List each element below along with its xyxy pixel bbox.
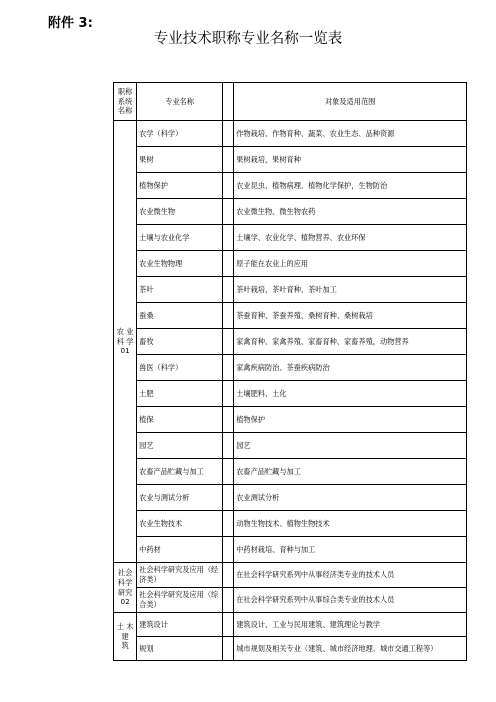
specialty-cell: 农业与测试分析 — [137, 485, 223, 511]
specialty-cell: 农业微生物 — [137, 199, 223, 225]
header-scope: 对象及适用范围 — [234, 83, 467, 121]
table-row — [114, 511, 467, 537]
spacer-cell — [223, 563, 234, 588]
table-row — [114, 199, 467, 225]
scope-cell: 园艺 — [234, 433, 467, 459]
header-spacer — [223, 83, 234, 121]
table-row — [114, 121, 467, 147]
spacer-cell — [223, 173, 234, 199]
table-row — [114, 251, 467, 277]
scope-cell: 作物栽培、作物育种、蔬菜、农业生态、品种资源 — [234, 121, 467, 147]
spacer-cell — [223, 121, 234, 147]
table-row — [114, 147, 467, 173]
specialty-cell: 果树 — [137, 147, 223, 173]
spacer-cell — [223, 303, 234, 329]
scope-cell: 农业测试分析 — [234, 485, 467, 511]
scope-cell: 茶蚕育种、茶蚕养殖、桑树育种、桑树栽培 — [234, 303, 467, 329]
table-row — [114, 277, 467, 303]
table-row — [114, 459, 467, 485]
specialty-cell: 园艺 — [137, 433, 223, 459]
scope-cell: 植物保护 — [234, 407, 467, 433]
scope-cell: 农畜产品贮藏与加工 — [234, 459, 467, 485]
table-row — [114, 329, 467, 355]
spacer-cell — [223, 537, 234, 563]
spacer-cell — [223, 251, 234, 277]
scope-cell: 城市规划及相关专业（建筑、城市经济地理、城市交通工程等） — [234, 637, 467, 661]
scope-cell: 原子能在农业上的应用 — [234, 251, 467, 277]
spacer-cell — [223, 329, 234, 355]
specialty-cell: 土肥 — [137, 381, 223, 407]
table-row — [114, 563, 467, 588]
table-header-row — [114, 83, 467, 121]
table-row — [114, 433, 467, 459]
specialty-cell: 农学（科学） — [137, 121, 223, 147]
spacer-cell — [223, 381, 234, 407]
specialty-cell: 建筑设计 — [137, 613, 223, 637]
scope-cell: 在社会科学研究系列中从事经济类专业的技术人员 — [234, 563, 467, 588]
scope-cell: 建筑设计、工业与民用建筑、建筑理论与教学 — [234, 613, 467, 637]
specialty-cell: 社会科学研究及应用（综合类） — [137, 588, 223, 613]
attachment-label: 附件 3: — [48, 16, 93, 31]
scope-cell: 土壤学、农业化学、植物营养、农业环保 — [234, 225, 467, 251]
specialty-table — [113, 82, 467, 661]
table-row — [114, 637, 467, 661]
spacer-cell — [223, 485, 234, 511]
specialty-cell: 社会科学研究及应用（经济类） — [137, 563, 223, 588]
specialty-cell: 兽医（科学） — [137, 355, 223, 381]
spacer-cell — [223, 433, 234, 459]
spacer-cell — [223, 407, 234, 433]
spacer-cell — [223, 613, 234, 637]
specialty-cell: 农畜产品贮藏与加工 — [137, 459, 223, 485]
scope-cell: 动物生物技术、植物生物技术 — [234, 511, 467, 537]
table-row — [114, 485, 467, 511]
specialty-cell: 农业生物技术 — [137, 511, 223, 537]
spacer-cell — [223, 147, 234, 173]
scope-cell: 家禽疾病防治、茶蚕疾病防治 — [234, 355, 467, 381]
specialty-cell: 茶叶 — [137, 277, 223, 303]
page-title: 专业技术职称专业名称一览表 — [153, 31, 343, 47]
spacer-cell — [223, 199, 234, 225]
specialty-cell: 农业生物物理 — [137, 251, 223, 277]
spacer-cell — [223, 459, 234, 485]
scope-cell: 土壤肥料、土化 — [234, 381, 467, 407]
scope-cell: 在社会科学研究系列中从事综合类专业的技术人员 — [234, 588, 467, 613]
category-cell: 土 木 建 筑 — [114, 613, 137, 661]
table-row — [114, 355, 467, 381]
table-row — [114, 225, 467, 251]
spacer-cell — [223, 355, 234, 381]
scope-cell: 农业昆虫、植物病理、植物化学保护，生物防治 — [234, 173, 467, 199]
category-cell: 农 业 科 学 01 — [114, 121, 137, 563]
table-row — [114, 588, 467, 613]
header-category: 职称 系统 名称 — [114, 83, 137, 121]
spacer-cell — [223, 225, 234, 251]
table-row — [114, 173, 467, 199]
specialty-cell: 土壤与农业化学 — [137, 225, 223, 251]
specialty-cell: 中药材 — [137, 537, 223, 563]
spacer-cell — [223, 637, 234, 661]
scope-cell: 茶叶栽培，茶叶育种、茶叶加工 — [234, 277, 467, 303]
specialty-cell: 植物保护 — [137, 173, 223, 199]
scope-cell: 家禽育种、家禽养殖、家畜育种、家畜养殖，动物营养 — [234, 329, 467, 355]
table-row — [114, 537, 467, 563]
specialty-cell: 蚕桑 — [137, 303, 223, 329]
table-row — [114, 303, 467, 329]
table-row — [114, 381, 467, 407]
scope-cell: 中药材栽培、育种与加工 — [234, 537, 467, 563]
table-row — [114, 407, 467, 433]
spacer-cell — [223, 588, 234, 613]
specialty-cell: 规划 — [137, 637, 223, 661]
table-row — [114, 613, 467, 637]
specialty-cell: 植保 — [137, 407, 223, 433]
category-cell: 社会 科学 研究 02 — [114, 563, 137, 613]
header-specialty: 专业名称 — [137, 83, 223, 121]
scope-cell: 果树栽培，果树育种 — [234, 147, 467, 173]
spacer-cell — [223, 511, 234, 537]
spacer-cell — [223, 277, 234, 303]
scope-cell: 农业微生物、微生物农药 — [234, 199, 467, 225]
specialty-cell: 畜牧 — [137, 329, 223, 355]
